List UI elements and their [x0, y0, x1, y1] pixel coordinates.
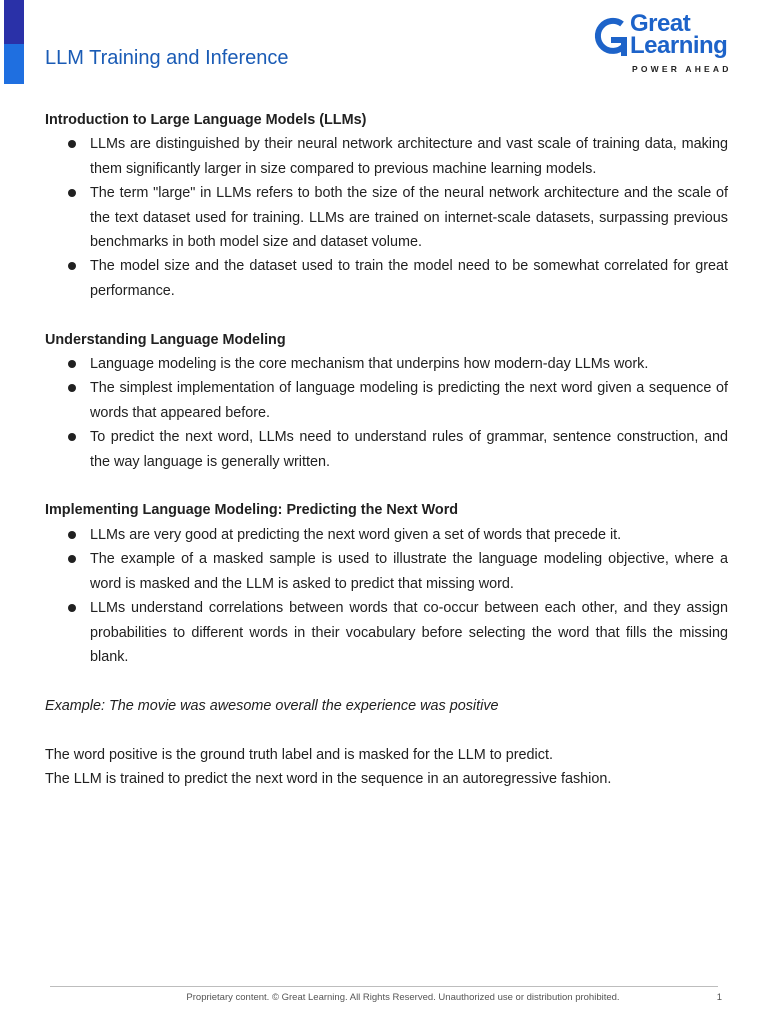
example-sentence: Example: The movie was awesome overall the experience was positive: [45, 697, 499, 714]
body-paragraph: The word positive is the ground truth label and is masked for the LLM to predict.: [45, 746, 553, 763]
page-title: LLM Training and Inference: [45, 47, 289, 69]
spacer: [45, 718, 728, 742]
body-paragraph: The LLM is trained to predict the next word in the sequence in an autoregressive fashion.: [45, 770, 612, 787]
list-item: LLMs are very good at predicting the next word given a set of words that precede it.: [45, 523, 728, 547]
bullet-list: [45, 523, 728, 669]
section-understanding-lm: [45, 328, 728, 474]
logo-word-great: Great: [630, 10, 691, 37]
logo-word-learning: Learning: [630, 32, 728, 59]
great-learning-logo-icon: [594, 16, 630, 60]
section-implementing-lm: [45, 498, 728, 669]
section-heading: Understanding Language Modeling: [45, 331, 286, 348]
list-item: LLMs understand correlations between words that co-occur between each other, and they assign probabilities to different words in their vocabulary before selecting the word that fills the missing blank.: [45, 596, 728, 669]
list-item: The model size and the dataset used to train the model need to be somewhat correlated for great performance.: [45, 254, 728, 303]
spacer: [45, 474, 728, 498]
spacer: [45, 669, 728, 693]
bullet-list: [45, 132, 728, 303]
list-item: To predict the next word, LLMs need to understand rules of grammar, sentence construction, and the way language is generally written.: [45, 425, 728, 474]
footer-copyright: Proprietary content. © Great Learning. All Rights Reserved. Unauthorized use or distribution prohibited.: [186, 992, 620, 1003]
accent-bar-top: [4, 0, 24, 44]
accent-bar-bottom: [4, 44, 24, 84]
page-number: 1: [716, 992, 722, 1003]
logo-tagline: POWER AHEAD: [632, 64, 732, 74]
section-heading: Introduction to Large Language Models (LLMs): [45, 112, 367, 128]
list-item: LLMs are distinguished by their neural network architecture and vast scale of training data, making them significantly larger in size compared to previous machine learning models.: [45, 132, 728, 181]
section-heading: Implementing Language Modeling: Predicting the Next Word: [45, 502, 459, 519]
footer-divider: [50, 986, 718, 987]
list-item: Language modeling is the core mechanism that underpins how modern-day LLMs work.: [45, 352, 728, 376]
list-item: The term "large" in LLMs refers to both the size of the neural network architecture and the scale of the text dataset used for training. LLMs are trained on internet-scale datasets, surpassing previous benchmarks in both model size and dataset volume.: [45, 181, 728, 254]
list-item: The example of a masked sample is used to illustrate the language modeling objective, where a word is masked and the LLM is asked to predict that missing word.: [45, 547, 728, 596]
list-item: The simplest implementation of language modeling is predicting the next word given a sequence of words that appeared before.: [45, 376, 728, 425]
section-intro-llms: [45, 108, 728, 303]
bullet-list: [45, 352, 728, 474]
spacer: [45, 303, 728, 327]
great-learning-logo: [594, 12, 734, 78]
document-body: [45, 108, 728, 791]
